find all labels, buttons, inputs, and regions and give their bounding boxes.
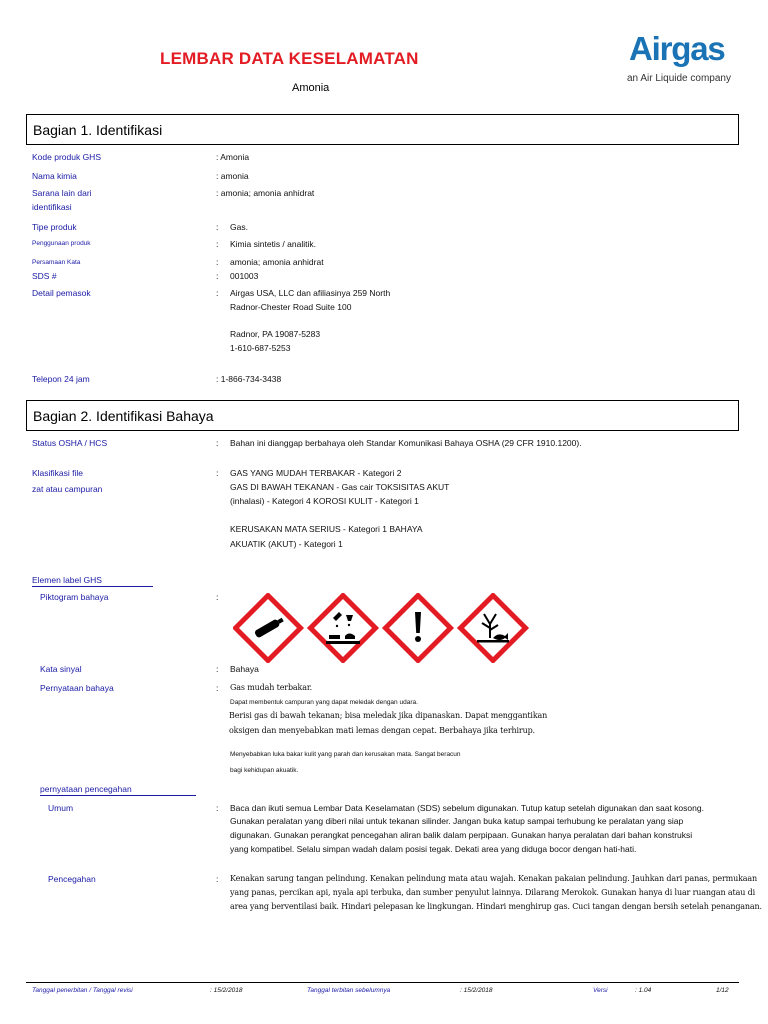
product-type-label: Tipe produk <box>32 222 77 232</box>
synonym-label: Persamaan Kata <box>32 259 81 266</box>
hazard-statement-label: Pernyataan bahaya <box>40 683 114 693</box>
classification-label: Klasifikasi file <box>32 468 84 478</box>
colon: : <box>216 874 219 884</box>
chemical-name-label: Nama kimia <box>32 171 77 181</box>
prevention-line: Kenakan sarung tangan pelindung. Kenakan pelindung mata atau wajah. Kenakan pakaian pelindung. Jauhkan dari panas, permukaan <box>230 874 758 883</box>
section-1-title: Bagian 1. Identifikasi <box>33 122 163 138</box>
issue-date-value: : 15/2/2018 <box>210 987 243 994</box>
section-1-header <box>26 114 739 145</box>
version-label: Versi <box>593 987 608 994</box>
sds-number-label: SDS # <box>32 271 57 281</box>
chemical-name-value: : amonia <box>216 171 249 181</box>
ghs-label-elements-heading: Elemen label GHS <box>32 575 153 587</box>
other-means-label-line2: identifikasi <box>32 202 72 212</box>
synonym-value: amonia; amonia anhidrat <box>230 257 324 267</box>
supplier-address-line: Radnor, PA 19087-5283 <box>230 329 321 339</box>
general-precaution-line: digunakan. Gunakan perangkat pencegahan aliran balik dalam perpipaan. Gunakan hanya peralatan dari bahan konstruksi <box>230 830 693 840</box>
previous-date-label: Tanggal terbitan sebelumnya <box>307 987 391 994</box>
classification-line: GAS YANG MUDAH TERBAKAR - Kategori 2 <box>230 468 402 478</box>
classification-label-line2: zat atau campuran <box>32 484 103 494</box>
colon: : <box>216 592 219 602</box>
corrosion-icon <box>310 595 375 660</box>
pictogram-label: Piktogram bahaya <box>40 592 109 602</box>
logo-tagline: an Air Liquide company <box>627 73 731 84</box>
product-use-value: Kimia sintetis / analitik. <box>230 239 316 249</box>
signal-word-label: Kata sinyal <box>40 664 82 674</box>
product-name-subtitle: Amonia <box>292 82 330 94</box>
supplier-phone: 1-610-687-5253 <box>230 343 291 353</box>
colon: : <box>216 288 219 298</box>
general-precaution-line: yang kompatibel. Selalu simpan wadah dalam posisi tegak. Dekati area yang diduga bocor dengan hati-hati. <box>230 844 637 854</box>
osha-status-label: Status OSHA / HCS <box>32 438 108 448</box>
colon: : <box>216 803 219 813</box>
hazard-statement-line: Menyebabkan luka bakar kulit yang parah dan kerusakan mata. Sangat beracun <box>230 751 461 758</box>
other-means-value: : amonia; amonia anhidrat <box>216 188 315 198</box>
page-number: 1/12 <box>716 987 729 994</box>
classification-line: KERUSAKAN MATA SERIUS - Kategori 1 BAHAYA <box>230 524 423 534</box>
hazard-statement-line: Gas mudah terbakar. <box>230 683 313 692</box>
colon: : <box>216 664 219 674</box>
colon: : <box>216 239 219 249</box>
classification-line: GAS DI BAWAH TEKANAN - Gas cair TOKSISITAS AKUT <box>230 482 450 492</box>
colon: : <box>216 222 219 232</box>
general-label: Umum <box>48 803 74 813</box>
precautionary-statements-heading: pernyataan pencegahan <box>40 784 196 796</box>
section-2-header <box>26 400 739 431</box>
signal-word-value: Bahaya <box>230 664 259 674</box>
emergency-phone-value: : 1-866-734-3438 <box>216 374 282 384</box>
supplier-address-line: Airgas USA, LLC dan afiliasinya 259 North <box>230 288 391 298</box>
ghs-pictograms <box>233 593 533 663</box>
colon: : <box>216 257 219 267</box>
colon: : <box>216 271 219 281</box>
prevention-line: area yang berventilasi baik. Hindari pelepasan ke lingkungan. Hindari menghirup gas. Cuci tangan dengan bersih setelah penanganan. <box>230 902 762 911</box>
section-2-title: Bagian 2. Identifikasi Bahaya <box>33 408 214 424</box>
version-value: : 1.04 <box>635 987 652 994</box>
hazard-statement-line: bagi kehidupan akuatik. <box>230 767 299 774</box>
supplier-label: Detail pemasok <box>32 288 91 298</box>
document-title: LEMBAR DATA KESELAMATAN <box>160 49 419 68</box>
product-type-value: Gas. <box>230 222 248 232</box>
supplier-address-line: Radnor-Chester Road Suite 100 <box>230 302 352 312</box>
issue-date-label: Tanggal penerbitan / Tanggal revisi <box>32 987 133 994</box>
hazard-statement-line: oksigen dan menyebabkan mati lemas dengan cepat. Berbahaya jika terhirup. <box>229 726 535 735</box>
airgas-logo: Airgas <box>629 30 725 67</box>
exclamation-mark-icon <box>385 595 450 660</box>
general-precaution-line: Baca dan ikuti semua Lembar Data Keselamatan (SDS) sebelum digunakan. Tutup katup setelah digunakan dan saat kosong. <box>230 803 704 813</box>
classification-line: AKUATIK (AKUT) - Kategori 1 <box>230 539 343 549</box>
general-precaution-line: Gunakan peralatan yang diberi nilai untuk tekanan silinder. Jangan buka katup sampai terhubung ke peralatan yang siap <box>230 816 684 826</box>
gas-cylinder-icon <box>235 595 300 660</box>
product-use-label: Penggunaan produk <box>32 240 91 247</box>
environment-icon <box>460 595 525 660</box>
other-means-label: Sarana lain dari <box>32 188 92 198</box>
previous-date-value: : 15/2/2018 <box>460 987 493 994</box>
prevention-line: yang panas, percikan api, nyala api terbuka, dan sumber penyulut lainnya. Dilarang Merokok. Gunakan hanya di luar ruangan atau di <box>230 888 755 897</box>
product-code-label: Kode produk GHS <box>32 152 101 162</box>
prevention-label: Pencegahan <box>48 874 96 884</box>
hazard-statement-line: Dapat membentuk campuran yang dapat meledak dengan udara. <box>230 699 418 706</box>
emergency-phone-label: Telepon 24 jam <box>32 374 90 384</box>
colon: : <box>216 468 219 478</box>
footer-divider <box>26 982 739 983</box>
product-code-value: : Amonia <box>216 152 250 162</box>
sds-number-value: 001003 <box>230 271 259 281</box>
osha-status-value: Bahan ini dianggap berbahaya oleh Standar Komunikasi Bahaya OSHA (29 CFR 1910.1200). <box>230 438 582 448</box>
colon: : <box>216 683 219 693</box>
colon: : <box>216 438 219 448</box>
classification-line: (inhalasi) - Kategori 4 KOROSI KULIT - Kategori 1 <box>230 496 419 506</box>
hazard-statement-line: Berisi gas di bawah tekanan; bisa meledak jika dipanaskan. Dapat menggantikan <box>229 711 548 720</box>
